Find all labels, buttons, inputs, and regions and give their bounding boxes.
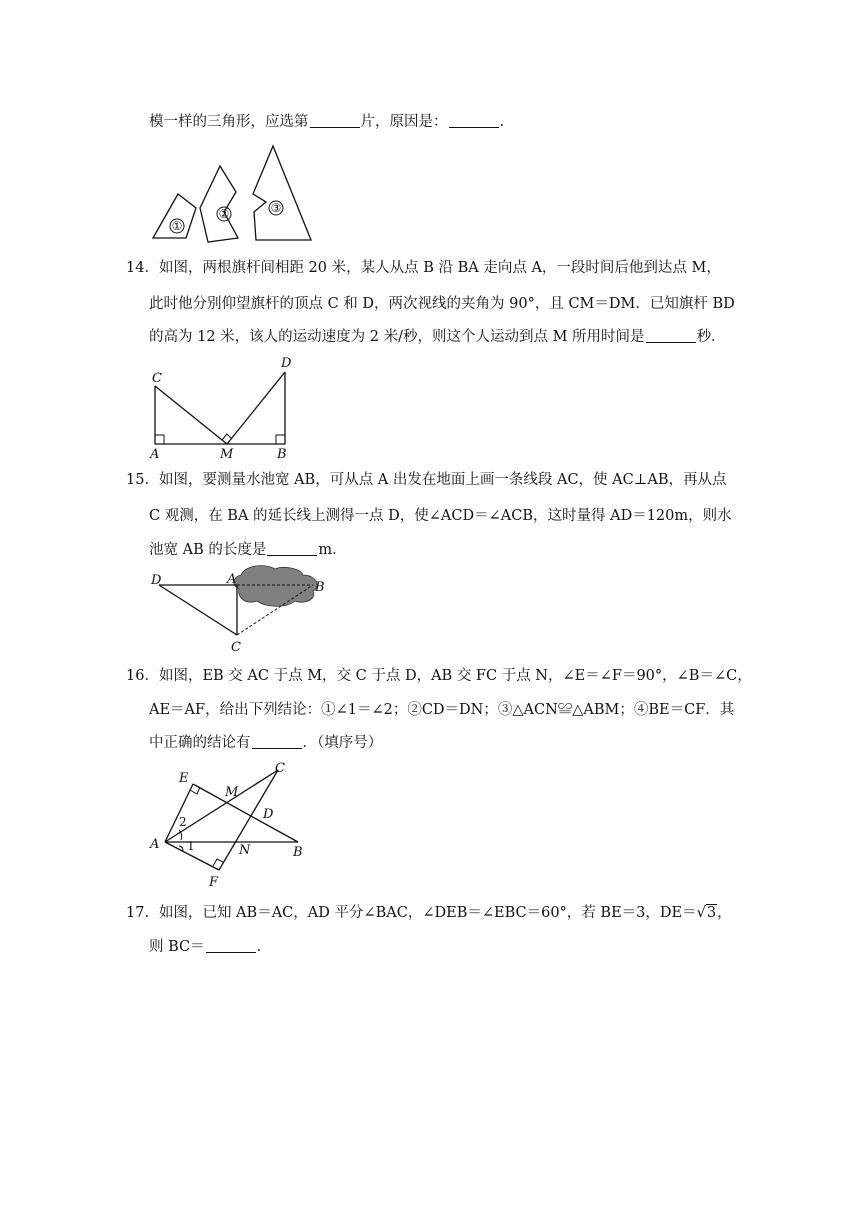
q17-line1 (126, 903, 732, 923)
label-C: C (152, 371, 162, 386)
label-B: B (277, 447, 287, 462)
q15-figure (145, 563, 335, 655)
label-C: C (231, 640, 241, 655)
label-B: B (315, 580, 325, 595)
q17-number: 17． (126, 905, 159, 921)
q16-text-2: AE＝AF，给出下列结论：①∠1＝∠2；②CD＝DN；③△ACN≌△ABM；④BE＝CF．其 (149, 702, 735, 718)
label-N: N (239, 843, 251, 858)
q13-text-b: 片，原因是： (360, 114, 448, 130)
q15-text-2: C 观测，在 BA 的延长线上测得一点 D，使∠ACD＝∠ACB，这时量得 AD＝120m，则水 (149, 508, 732, 524)
q17-line2 (149, 937, 271, 957)
label-M: M (225, 785, 239, 800)
q13-blank-1 (310, 113, 360, 128)
q15-line1 (126, 470, 727, 490)
q16-line2 (149, 700, 734, 720)
label-C: C (275, 761, 285, 776)
q14-text-3a: 的高为 12 米，该人的运动速度为 2 米/秒，则这个人运动到点 M 所用时间是 (149, 329, 645, 345)
piece-1-label: ① (171, 219, 183, 233)
q14-line2 (149, 294, 735, 314)
sqrt-sign: √ (696, 905, 706, 921)
q14-blank (646, 328, 696, 343)
q14-text-1: 如图，两根旗杆间相距 20 米，某人从点 B 沿 BA 走向点 A，一段时间后他到达点 M， (158, 260, 721, 276)
q16-number: 16． (126, 668, 159, 684)
label-A: A (150, 447, 160, 462)
label-E: E (179, 771, 189, 786)
q14-text-2: 此时他分别仰望旗杆的顶点 C 和 D，两次视线的夹角为 90°，且 CM＝DM．已知旗杆 BD (149, 296, 735, 312)
q14-line1 (126, 258, 721, 278)
label-A: A (150, 837, 160, 852)
pond-shape (234, 566, 317, 607)
q15-number: 15． (126, 472, 159, 488)
q17-text-1a: 如图，已知 AB＝AC，AD 平分∠BAC，∠DEB＝∠EBC＝60°，若 BE＝3，DE＝ (158, 905, 697, 921)
label-M: M (220, 447, 234, 462)
q17-text-1b: ， (717, 905, 732, 921)
q16-line1 (126, 666, 752, 686)
piece-3-label: ③ (270, 201, 282, 215)
angle-2-label: 2 (179, 815, 187, 829)
q15-text-1: 如图，要测量水池宽 AB，可从点 A 出发在地面上画一条线段 AC，使 AC⊥AB，再从点 (158, 472, 727, 488)
label-F: F (209, 875, 219, 890)
q13-text-c: . (499, 114, 505, 130)
q17-text-2b: ． (256, 939, 272, 955)
q16-text-3b: ．（填序号） (302, 735, 383, 751)
q17-text-2a: 则 BC＝ (149, 939, 205, 955)
q16-line3 (149, 733, 382, 753)
label-D: D (263, 807, 274, 822)
q13-figure (148, 144, 318, 244)
label-B: B (293, 845, 303, 860)
q14-text-3b: 秒． (696, 329, 726, 345)
triangle-piece-3 (253, 146, 311, 240)
q16-blank (252, 734, 302, 749)
q16-text-3a: 中正确的结论有 (149, 735, 251, 751)
q16-text-1: 如图，EB 交 AC 于点 M，交 C 于点 D，AB 交 FC 于点 N，∠E＝∠F＝90°，∠B＝∠C， (158, 668, 752, 684)
angle-1-label: 1 (187, 839, 195, 853)
label-A: A (227, 572, 237, 587)
sqrt-value: 3 (706, 905, 717, 921)
label-D: D (151, 573, 162, 588)
q14-figure (145, 356, 305, 460)
q17-blank (206, 938, 256, 953)
triangle-piece-2 (200, 166, 238, 242)
q14-line3 (149, 327, 726, 347)
piece-2-label: ② (218, 207, 230, 221)
label-D: D (281, 356, 292, 371)
q13-blank-2 (449, 113, 499, 128)
q14-number: 14． (126, 260, 159, 276)
q13-line1 (149, 112, 504, 132)
q15-blank (267, 541, 317, 556)
q15-text-3a: 池宽 AB 的长度是 (149, 542, 267, 558)
q13-text-a: 模一样的三角形，应选第 (149, 114, 309, 130)
q15-line2 (149, 506, 732, 526)
q15-text-3b: m． (318, 542, 347, 558)
q15-line3 (149, 540, 347, 560)
q16-figure (145, 758, 315, 890)
